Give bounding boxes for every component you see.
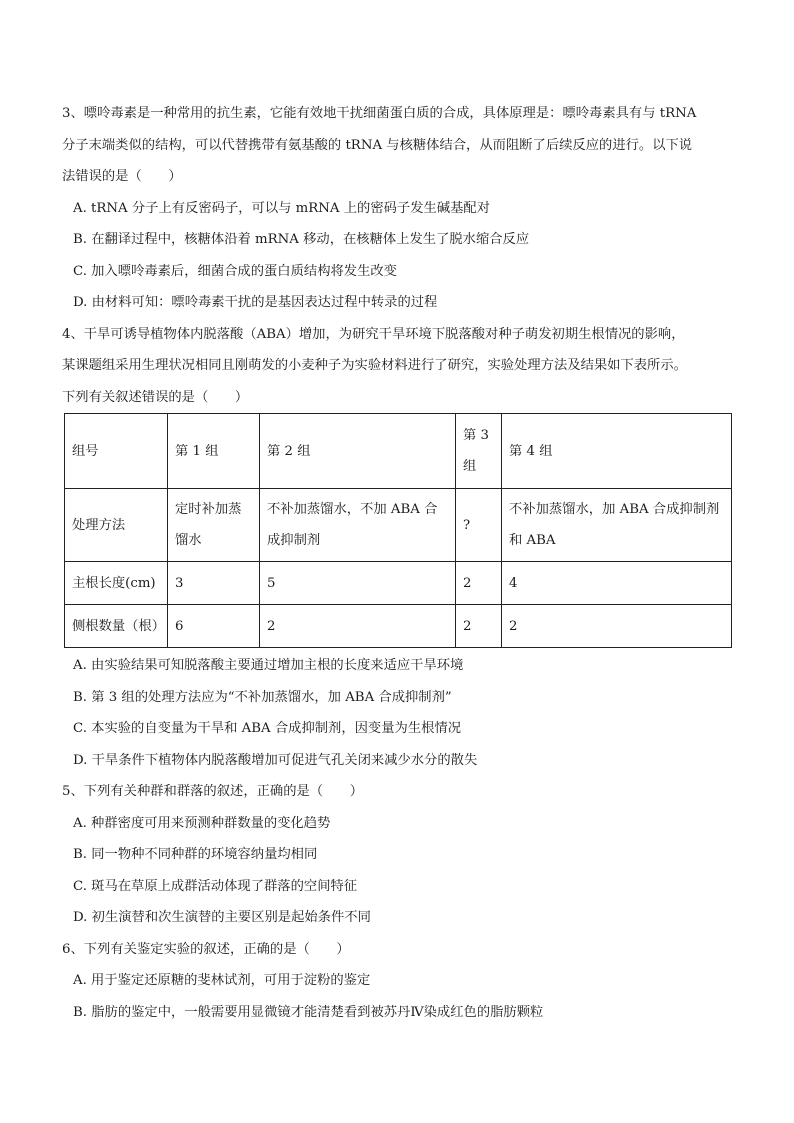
table-cell: 侧根数量（根） <box>65 605 168 648</box>
table-cell: 2 <box>456 605 502 648</box>
table-cell: 3 <box>168 562 260 605</box>
table-header-row <box>65 414 732 489</box>
option-b: B. 脂肪的鉴定中，一般需要用显微镜才能清楚看到被苏丹Ⅳ染成红色的脂肪颗粒 <box>73 1004 544 1020</box>
option-b: B. 在翻译过程中，核糖体沿着 mRNA 移动，在核糖体上发生了脱水缩合反应 <box>73 232 530 247</box>
table-cell: 4 <box>502 562 732 605</box>
table-cell: 2 <box>502 605 732 648</box>
table-cell: 不补加蒸馏水，加 ABA 合成抑制剂和 ABA <box>502 489 732 562</box>
question-stem-line: 5、下列有关种群和群落的叙述，正确的是（ ） <box>62 784 363 799</box>
exam-page <box>62 98 734 1028</box>
table-cell: 主根长度(cm) <box>65 562 168 605</box>
table-cell: 5 <box>260 562 456 605</box>
table-cell: 6 <box>168 605 260 648</box>
option-a: A. 种群密度可用来预测种群数量的变化趋势 <box>73 815 331 831</box>
question-stem-line: 分子末端类似的结构，可以代替携带有氨基酸的 tRNA 与核糖体结合，从而阻断了后续反应的进行。以下说 <box>62 137 693 153</box>
table-cell: 不补加蒸馏水，不加 ABA 合成抑制剂 <box>260 489 456 562</box>
option-a: A. 由实验结果可知脱落酸主要通过增加主根的长度来适应干旱环境 <box>73 658 464 673</box>
question-6 <box>62 934 734 1029</box>
option-c: C. 本实验的自变量为干旱和 ABA 合成抑制剂，因变量为生根情况 <box>73 721 462 736</box>
question-stem-line: 法错误的是（ ） <box>62 169 182 184</box>
option-d: D. 干旱条件下植物体内脱落酸增加可促进气孔关闭来减少水分的散失 <box>73 752 478 768</box>
question-stem-line: 某课题组采用生理状况相同且刚萌发的小麦种子为实验材料进行了研究，实验处理方法及结果如下表所示。 <box>62 358 687 373</box>
table-row <box>65 489 732 562</box>
table-cell: ? <box>456 489 502 562</box>
option-b: B. 第 3 组的处理方法应为“不补加蒸馏水，加 ABA 合成抑制剂” <box>73 689 452 705</box>
option-a: A. 用于鉴定还原糖的斐林试剂，可用于淀粉的鉴定 <box>73 973 371 988</box>
option-c: C. 斑马在草原上成群活动体现了群落的空间特征 <box>73 878 358 894</box>
question-4 <box>62 319 734 777</box>
question-stem-line: 4、干旱可诱导植物体内脱落酸（ABA）增加，为研究干旱环境下脱落酸对种子萌发初期生根情况的影响， <box>62 326 685 342</box>
table-header-cell: 第 3 组 <box>456 414 502 489</box>
option-b: B. 同一物种不同种群的环境容纳量均相同 <box>73 847 318 862</box>
table-row <box>65 605 732 648</box>
option-d: D. 初生演替和次生演替的主要区别是起始条件不同 <box>73 910 371 925</box>
option-c: C. 加入嘌呤毒素后，细菌合成的蛋白质结构将发生改变 <box>73 263 397 279</box>
experiment-table <box>64 413 732 648</box>
table-cell: 2 <box>260 605 456 648</box>
question-3 <box>62 98 734 319</box>
question-stem-line: 下列有关叙述错误的是（ ） <box>62 389 249 405</box>
table-row <box>65 562 732 605</box>
table-header-cell: 第 1 组 <box>168 414 260 489</box>
question-5 <box>62 776 734 934</box>
question-stem-line: 3、嘌呤毒素是一种常用的抗生素，它能有效地干扰细菌蛋白质的合成，具体原理是：嘌呤毒素具有与 tRNA <box>62 106 697 121</box>
table-header-cell: 第 4 组 <box>502 414 732 489</box>
table-cell: 处理方法 <box>65 489 168 562</box>
table-cell: 定时补加蒸馏水 <box>168 489 260 562</box>
table-header-cell: 第 2 组 <box>260 414 456 489</box>
table-cell: 2 <box>456 562 502 605</box>
option-a: A. tRNA 分子上有反密码子，可以与 mRNA 上的密码子发生碱基配对 <box>73 200 491 216</box>
option-d: D. 由材料可知：嘌呤毒素干扰的是基因表达过程中转录的过程 <box>73 295 438 310</box>
table-header-cell: 组号 <box>65 414 168 489</box>
question-stem-line: 6、下列有关鉴定实验的叙述，正确的是（ ） <box>62 941 350 957</box>
